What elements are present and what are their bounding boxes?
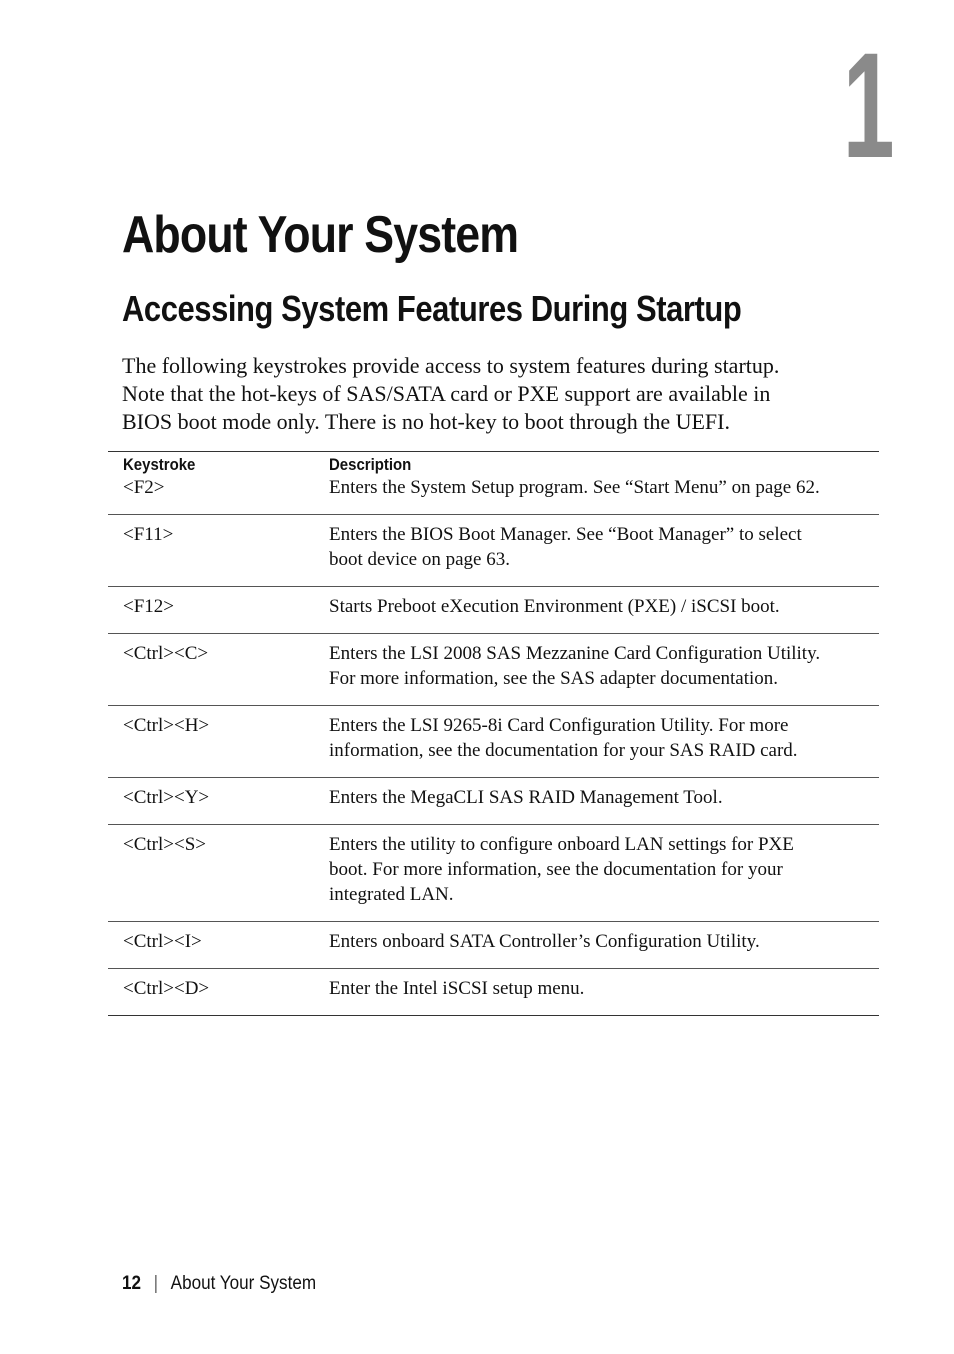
table-row — [108, 922, 879, 969]
description-cell: Enters the BIOS Boot Manager. See “Boot Manager” to select boot device on page 63. — [329, 515, 879, 587]
keystroke-table — [108, 451, 879, 1016]
header-description: Description — [329, 455, 412, 474]
header-keystroke: Keystroke — [123, 455, 196, 474]
table-row — [108, 587, 879, 634]
running-title: About Your System — [170, 1273, 317, 1294]
keystroke-cell: <F12> — [108, 587, 329, 634]
description-cell: Enters the LSI 9265-8i Card Configuration Utility. For more information, see the documentation for your SAS RAID card. — [329, 706, 879, 778]
keystroke-cell: <Ctrl><Y> — [108, 778, 329, 825]
keystroke-cell: <Ctrl><H> — [108, 706, 329, 778]
footer-separator: | — [153, 1273, 159, 1294]
table-row — [108, 706, 879, 778]
table-row — [108, 825, 879, 922]
page-footer — [122, 1272, 316, 1296]
keystroke-cell: <F2> — [123, 477, 165, 498]
table-row — [108, 475, 879, 515]
keystroke-cell: <Ctrl><C> — [108, 634, 329, 706]
table-row — [108, 778, 879, 825]
keystroke-cell: <F11> — [108, 515, 329, 587]
table-header-row — [108, 452, 879, 476]
intro-line: BIOS boot mode only. There is no hot-key to boot through the UEFI. — [122, 409, 730, 434]
description-cell: Starts Preboot eXecution Environment (PXE) / iSCSI boot. — [329, 587, 879, 634]
intro-line: The following keystrokes provide access to system features during startup. — [122, 353, 780, 378]
intro-paragraph — [122, 352, 862, 436]
page-number: 12 — [122, 1273, 142, 1294]
table-row — [108, 969, 879, 1016]
intro-line: Note that the hot-keys of SAS/SATA card or PXE support are available in — [122, 381, 771, 406]
keystroke-cell: <Ctrl><D> — [108, 969, 329, 1016]
description-cell: Enters the MegaCLI SAS RAID Management Tool. — [329, 778, 879, 825]
chapter-title: About Your System — [122, 206, 519, 264]
description-cell: Enters the LSI 2008 SAS Mezzanine Card Configuration Utility. For more information, see the SAS adapter documentation. — [329, 634, 879, 706]
table-row — [108, 634, 879, 706]
description-cell: Enters the utility to configure onboard LAN settings for PXE boot. For more information, see the documentation for your integrated LAN. — [329, 825, 879, 922]
keystroke-cell: <Ctrl><I> — [108, 922, 329, 969]
description-cell: Enters the System Setup program. See “Start Menu” on page 62. — [329, 477, 820, 498]
chapter-number: 1 — [842, 21, 895, 189]
description-cell: Enter the Intel iSCSI setup menu. — [329, 969, 879, 1016]
section-title: Accessing System Features During Startup — [122, 288, 742, 329]
description-cell: Enters onboard SATA Controller’s Configuration Utility. — [329, 922, 879, 969]
keystroke-cell: <Ctrl><S> — [108, 825, 329, 922]
table-row — [108, 515, 879, 587]
